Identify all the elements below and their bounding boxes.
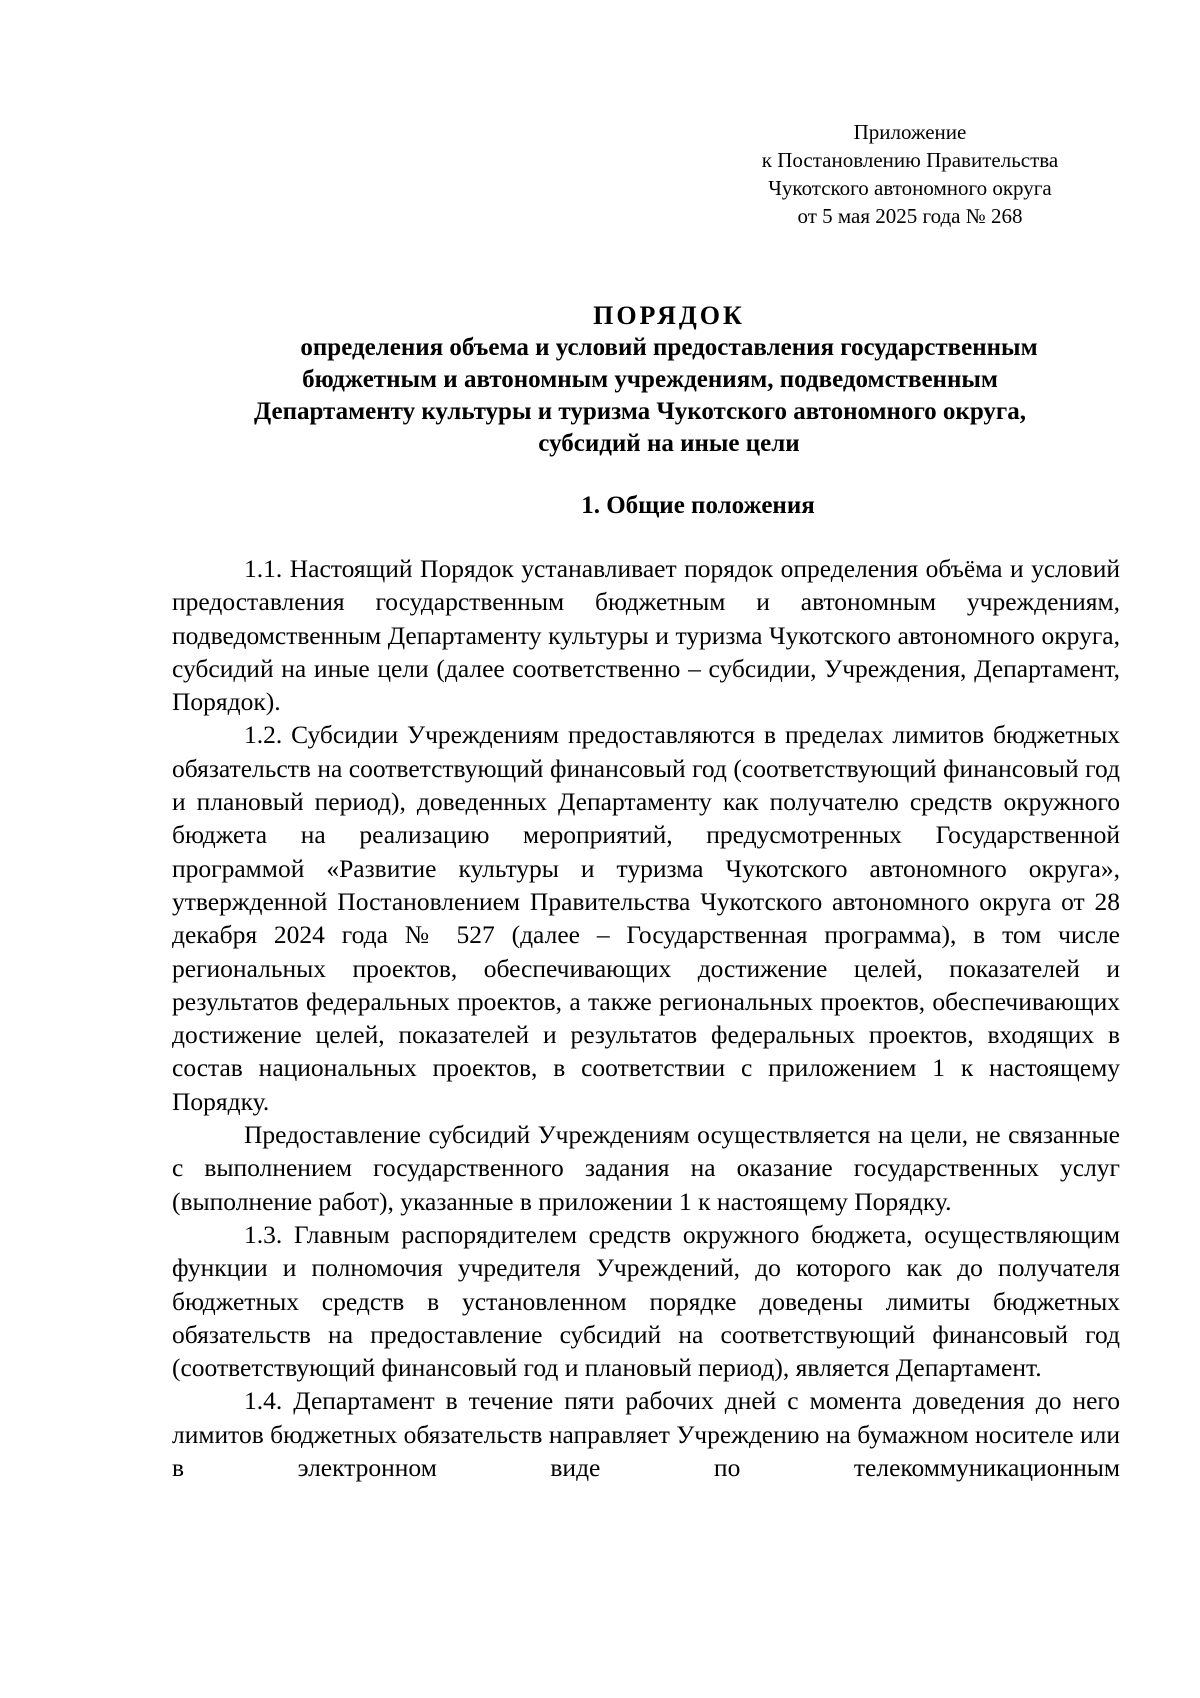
appendix-line: Приложение xyxy=(853,120,967,144)
paragraph: Предоставление субсидий Учреждениям осуществляется на цели, не связанные с выполнением государственного задания на оказание государственных услуг (выполнение работ), указанные в приложении 1 к настоящему Порядку. xyxy=(172,1120,1120,1216)
document-subtitle-line: определения объема и условий предоставления государственным xyxy=(300,334,1038,361)
document-title-block xyxy=(180,300,1100,460)
appendix-header xyxy=(700,118,1120,230)
paragraph: 1.4. Департамент в течение пяти рабочих дней с момента доведения до него лимитов бюджетных обязательств направляет Учреждению на бумажном носителе или в электронном виде по телекоммуникационным xyxy=(172,1386,1120,1483)
appendix-line: к Постановлению Правительства xyxy=(761,148,1059,172)
document-title: ПОРЯДОК xyxy=(593,301,745,330)
appendix-line: Чукотского автономного округа xyxy=(768,176,1052,200)
paragraph: 1.1. Настоящий Порядок устанавливает порядок определения объёма и условий предоставления государственным бюджетным и автономным учреждениям, подведомственным Департаменту культуры и туризма Чукотского автономного округа, субсидий на иные цели (далее соответственно – субсидии, Учреждения, Департамент, Порядок). xyxy=(172,554,1120,717)
appendix-line: от 5 мая 2025 года № 268 xyxy=(797,204,1023,228)
document-subtitle-line: субсидий на иные цели xyxy=(538,430,800,457)
section-heading: 1. Общие положения xyxy=(581,492,815,519)
paragraph: 1.3. Главным распорядителем средств окружного бюджета, осуществляющим функции и полномочия учредителя Учреждений, до которого как до получателя бюджетных средств в установленном порядке доведены лимиты бюджетных обязательств на предоставление субсидий на соответствующий финансовый год (соответствующий финансовый год и плановый период), является Департамент. xyxy=(172,1219,1120,1383)
document-subtitle-line: бюджетным и автономным учреждениям, подведомственным xyxy=(302,366,998,393)
document-subtitle-line: Департаменту культуры и туризма Чукотского автономного округа, xyxy=(253,398,1027,425)
section-body xyxy=(172,552,1120,1484)
paragraph: 1.2. Субсидии Учреждениям предоставляются в пределах лимитов бюджетных обязательств на соответствующий финансовый год (соответствующий финансовый год и плановый период), доведенных Департаменту как получателю средств окружного бюджета на реализацию мероприятий, предусмотренных Государственной программой «Развитие культуры и туризма Чукотского автономного округа», утвержденной Постановлением Правительства Чукотского автономного округа от 28 декабря 2024 года № 527 (далее – Государственная программа), в том числе региональных проектов, обеспечивающих достижение целей, показателей и результатов федеральных проектов, а также региональных проектов, обеспечивающих достижение целей, показателей и результатов федеральных проектов, входящих в состав национальных проектов, в соответствии с приложением 1 к настоящему Порядку. xyxy=(172,720,1120,1116)
